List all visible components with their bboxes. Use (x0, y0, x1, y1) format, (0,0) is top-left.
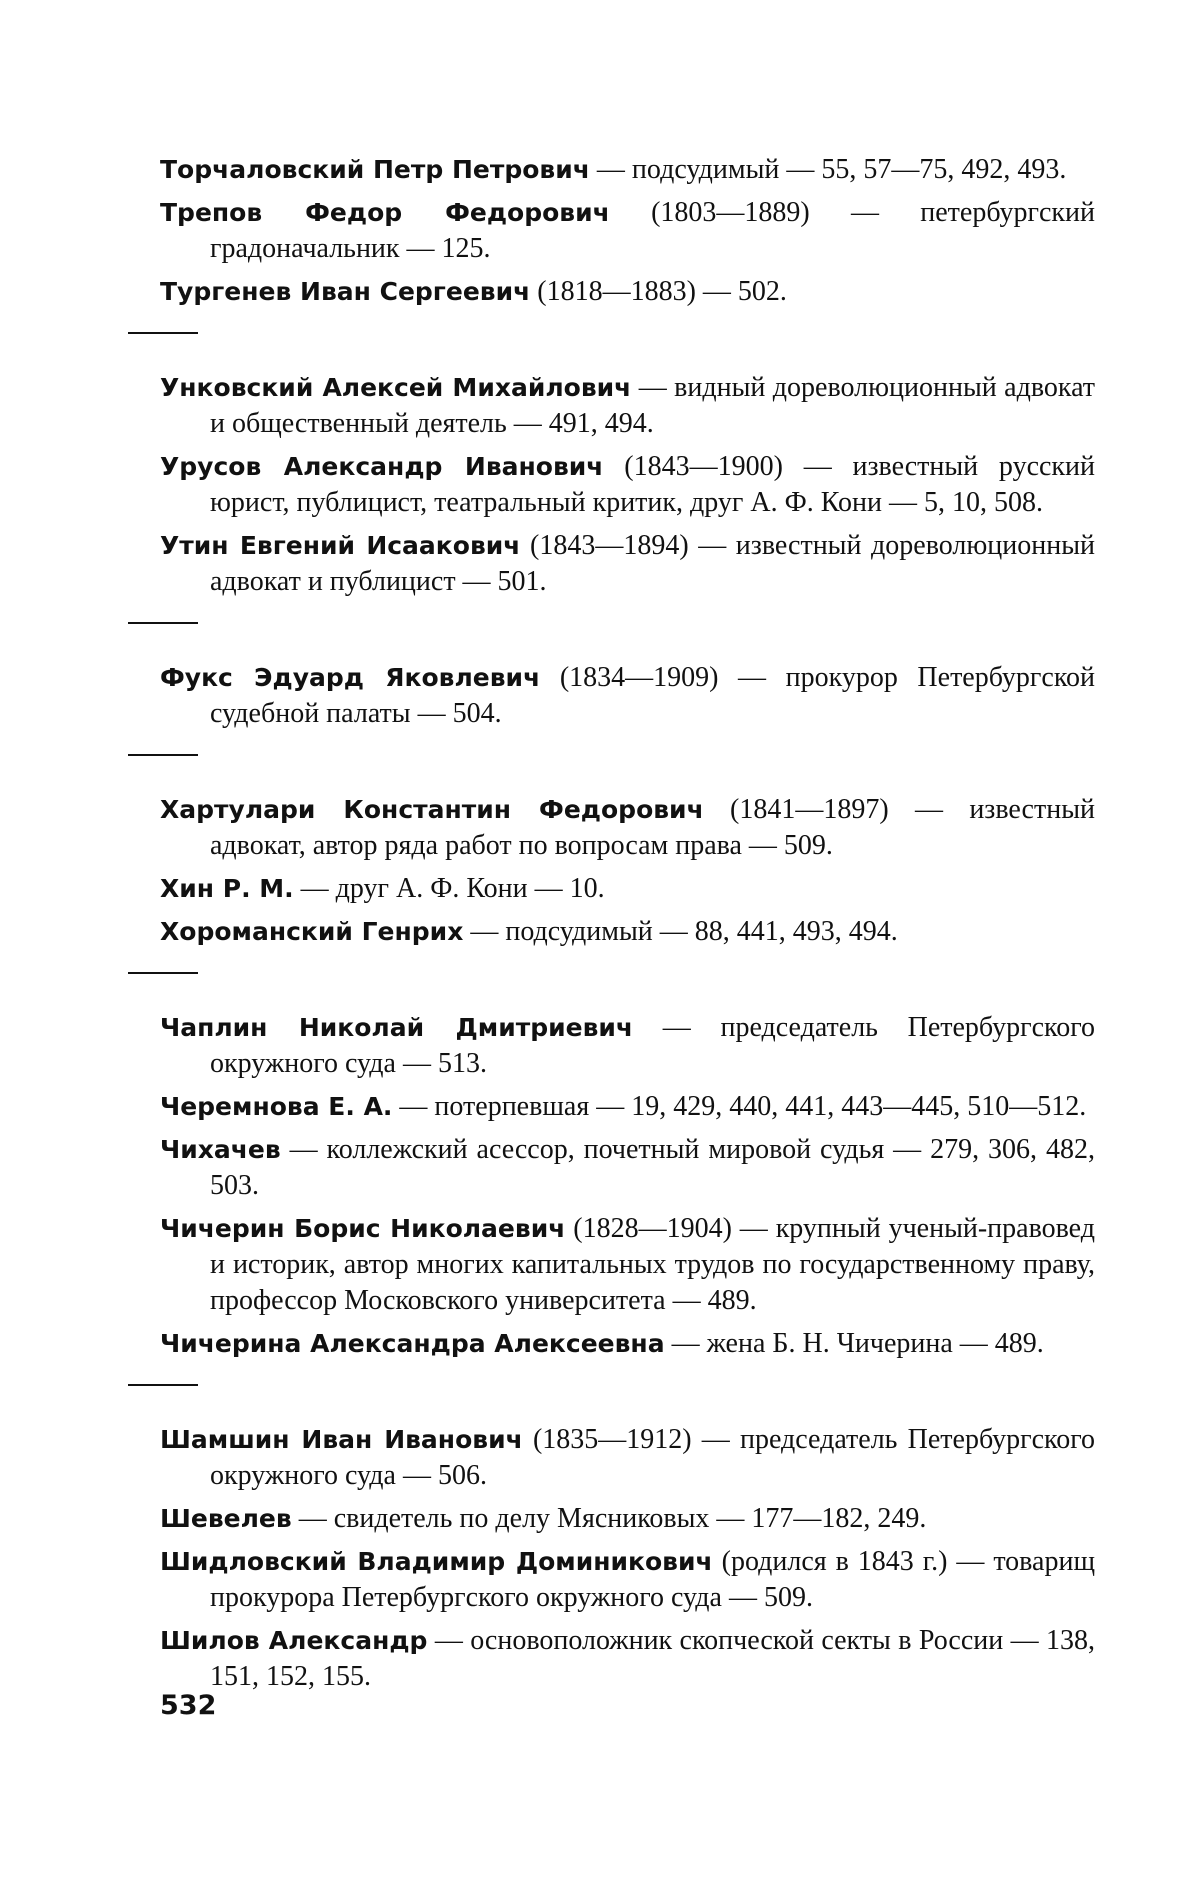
entry-description: — основоположник скопческой секты в России — 138, 151, 152, 155. (210, 1625, 1095, 1692)
index-group-ch (160, 1010, 1095, 1362)
entry-name: Шамшин Иван Иванович (160, 1425, 523, 1454)
index-entry (160, 1010, 1095, 1082)
index-entry (160, 274, 1095, 310)
entry-name: Трепов Федор Федорович (160, 198, 610, 227)
entry-description: (1834—1909) — прокурор Петербургской судебной палаты — 504. (210, 662, 1095, 729)
section-divider (128, 972, 198, 974)
index-entry (160, 370, 1095, 442)
index-entry (160, 1211, 1095, 1319)
index-group-kh (160, 792, 1095, 950)
entry-name: Хин Р. М. (160, 874, 294, 903)
entry-name: Торчаловский Петр Петрович (160, 155, 590, 184)
index-entry (160, 871, 1095, 907)
entry-name: Чичерин Борис Николаевич (160, 1214, 566, 1243)
entry-name: Черемнова Е. А. (160, 1092, 393, 1121)
index-entry (160, 528, 1095, 600)
index-group-t (160, 152, 1095, 310)
section-divider (128, 754, 198, 756)
index-entry (160, 914, 1095, 950)
entry-name: Тургенев Иван Сергеевич (160, 277, 531, 306)
entry-name: Чихачев (160, 1135, 281, 1164)
entry-description: — подсудимый — 88, 441, 493, 494. (463, 916, 898, 947)
index-page (160, 152, 1095, 1702)
entry-description: — свидетель по делу Мясниковых — 177—182, 249. (291, 1503, 927, 1534)
index-group-sh (160, 1422, 1095, 1695)
section-divider (128, 332, 198, 334)
entry-description: (1843—1900) — известный русский юрист, публицист, театральный критик, друг А. Ф. Кони — 5, 10, 508. (210, 451, 1095, 518)
index-entry (160, 1089, 1095, 1125)
entry-description: — потерпевшая — 19, 429, 440, 441, 443—445, 510—512. (392, 1091, 1087, 1122)
entry-name: Фукс Эдуард Яковлевич (160, 663, 541, 692)
entry-name: Хартулари Константин Федорович (160, 795, 704, 824)
index-entry (160, 1501, 1095, 1537)
entry-description: (родился в 1843 г.) — товарищ прокурора Петербургского окружного суда — 509. (210, 1546, 1096, 1613)
entry-description: — коллежский асессор, почетный мировой судья — 279, 306, 482, 503. (210, 1134, 1095, 1201)
index-entry (160, 195, 1095, 267)
entry-name: Шилов Александр (160, 1626, 428, 1655)
entry-description: (1835—1912) — председатель Петербургского окружного суда — 506. (210, 1424, 1095, 1491)
entry-name: Чичерина Александра Алексеевна (160, 1329, 665, 1358)
entry-description: — друг А. Ф. Кони — 10. (293, 873, 605, 904)
index-entry (160, 660, 1095, 732)
entry-description: (1828—1904) — крупный ученый-правовед и историк, автор многих капитальных трудов по государственному праву, профессор Московского университета — 489. (210, 1213, 1095, 1316)
index-group-u (160, 370, 1095, 600)
section-divider (128, 1384, 198, 1386)
entry-description: (1818—1883) — 502. (530, 276, 787, 307)
index-entry (160, 1326, 1095, 1362)
index-entry (160, 152, 1095, 188)
entry-description: — председатель Петербургского окружного суда — 513. (210, 1012, 1095, 1079)
entry-name: Шидловский Владимир Доминикович (160, 1547, 713, 1576)
section-divider (128, 622, 198, 624)
entry-name: Шевелев (160, 1504, 292, 1533)
index-entry (160, 1544, 1095, 1616)
index-entry (160, 1422, 1095, 1494)
entry-description: (1843—1894) — известный дореволюционный адвокат и публицист — 501. (210, 530, 1096, 597)
entry-name: Хороманский Генрих (160, 917, 464, 946)
entry-description: — видный дореволюционный адвокат и общественный деятель — 491, 494. (210, 372, 1096, 439)
entry-description: — жена Б. Н. Чичерина — 489. (664, 1328, 1044, 1359)
index-entry (160, 449, 1095, 521)
entry-name: Чаплин Николай Дмитриевич (160, 1013, 634, 1042)
index-entry (160, 792, 1095, 864)
entry-name: Урусов Александр Иванович (160, 452, 604, 481)
index-entry (160, 1623, 1095, 1695)
entry-description: (1803—1889) — петербургский градоначальник — 125. (210, 197, 1095, 264)
page-number: 532 (160, 1690, 217, 1721)
index-group-f (160, 660, 1095, 732)
entry-description: — подсудимый — 55, 57—75, 492, 493. (589, 154, 1067, 185)
entry-description: (1841—1897) — известный адвокат, автор ряда работ по вопросам права — 509. (210, 794, 1095, 861)
entry-name: Утин Евгений Исаакович (160, 531, 521, 560)
entry-name: Унковский Алексей Михайлович (160, 373, 632, 402)
index-entry (160, 1132, 1095, 1204)
